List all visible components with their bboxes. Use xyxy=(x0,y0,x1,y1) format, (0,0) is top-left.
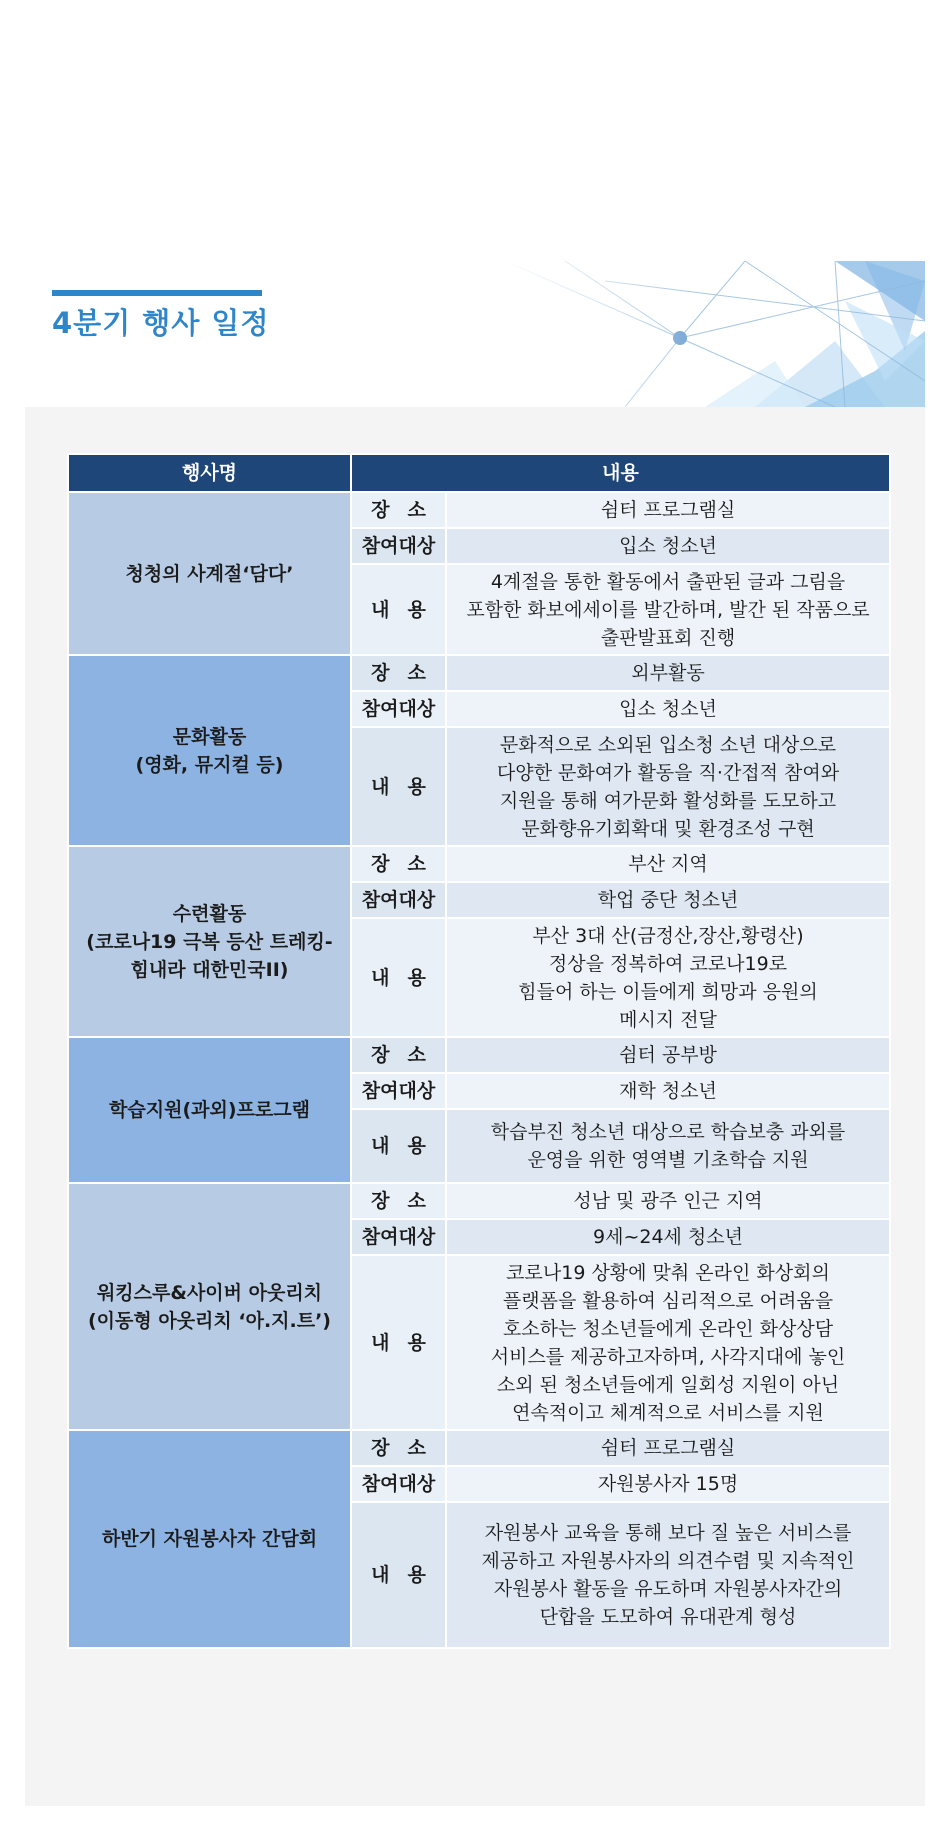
label-content: 내용 xyxy=(371,775,444,798)
value-line: 운영을 위한 영역별 기초학습 지원 xyxy=(527,1149,809,1171)
value-line: 다양한 문화여가 활동을 직·간접적 참여와 xyxy=(496,761,840,784)
row-label: 참여대상 xyxy=(351,1466,446,1502)
row-label xyxy=(351,1037,446,1073)
value-line: 플랫폼을 활용하여 심리적으로 어려움을 xyxy=(502,1289,834,1312)
event-name-cell xyxy=(68,655,351,846)
value-line: 4계절을 통한 활동에서 출판된 글과 그림을 xyxy=(490,570,846,593)
row-value xyxy=(446,1109,890,1183)
page-header xyxy=(25,261,925,407)
row-value: 학업 중단 청소년 xyxy=(446,882,890,918)
event-name-line: 수련활동 xyxy=(172,902,247,925)
value-line: 연속적이고 체계적으로 서비스를 지원 xyxy=(512,1401,824,1424)
row-label: 참여대상 xyxy=(351,528,446,564)
row-value: 입소 청소년 xyxy=(446,691,890,727)
row-label xyxy=(351,1502,446,1648)
label-content: 내용 xyxy=(371,1135,444,1157)
value-line: 출판발표회 진행 xyxy=(600,626,736,649)
schedule-panel xyxy=(25,407,925,1806)
value-line: 호소하는 청소년들에게 온라인 화상상담 xyxy=(502,1317,834,1340)
label-place: 장소 xyxy=(371,1190,444,1212)
event-name-cell xyxy=(68,1037,351,1183)
row-value xyxy=(446,1255,890,1430)
header-event-name: 행사명 xyxy=(68,454,351,492)
row-label: 참여대상 xyxy=(351,1073,446,1109)
value-line: 정상을 정복하여 코로나19로 xyxy=(548,952,788,975)
row-label xyxy=(351,1183,446,1219)
value-line: 포함한 화보에세이를 발간하며, 발간 된 작품으로 xyxy=(466,598,870,621)
row-label: 참여대상 xyxy=(351,691,446,727)
row-value xyxy=(446,727,890,846)
row-value: 성남 및 광주 인근 지역 xyxy=(446,1183,890,1219)
row-label xyxy=(351,1430,446,1466)
row-label xyxy=(351,727,446,846)
row-label xyxy=(351,564,446,655)
value-line: 소외 된 청소년들에게 일회성 지원이 아닌 xyxy=(496,1373,840,1396)
page-title: 4분기 행사 일정 xyxy=(52,306,270,340)
row-value: 외부활동 xyxy=(446,655,890,691)
value-line: 지원을 통해 여가문화 활성화를 도모하고 xyxy=(499,789,837,812)
event-name-line: 하반기 자원봉사자 간담회 xyxy=(101,1528,318,1550)
event-name-line: 문화활동 xyxy=(172,725,247,748)
row-label: 참여대상 xyxy=(351,882,446,918)
event-name-cell xyxy=(68,492,351,655)
value-line: 코로나19 상황에 맞춰 온라인 화상회의 xyxy=(506,1261,830,1284)
schedule-table xyxy=(67,453,891,1649)
event-name-line: (이동형 아웃리치 ‘아.지.트’) xyxy=(87,1309,331,1332)
row-label xyxy=(351,492,446,528)
row-value: 부산 지역 xyxy=(446,846,890,882)
event-name-line: 청청의 사계절‘담다’ xyxy=(125,562,294,585)
label-content: 내용 xyxy=(371,598,444,621)
value-line: 메시지 전달 xyxy=(619,1008,717,1031)
row-label xyxy=(351,655,446,691)
event-name-line: 힘내라 대한민국II) xyxy=(130,958,289,981)
row-value: 쉼터 프로그램실 xyxy=(446,492,890,528)
decorative-network-graphic xyxy=(505,261,925,407)
title-accent-bar xyxy=(52,290,262,296)
row-label xyxy=(351,918,446,1037)
label-place: 장소 xyxy=(371,1044,444,1066)
value-line: 자원봉사 교육을 통해 보다 질 높은 서비스를 xyxy=(484,1522,852,1544)
label-content: 내용 xyxy=(371,1564,444,1586)
label-place: 장소 xyxy=(371,662,444,684)
row-label xyxy=(351,846,446,882)
value-line: 제공하고 자원봉사자의 의견수렴 및 지속적인 xyxy=(481,1550,855,1572)
row-value: 자원봉사자 15명 xyxy=(446,1466,890,1502)
row-label xyxy=(351,1255,446,1430)
value-line: 학습부진 청소년 대상으로 학습보충 과외를 xyxy=(490,1121,846,1143)
event-name-line: (영화, 뮤지컬 등) xyxy=(135,753,284,776)
row-value: 입소 청소년 xyxy=(446,528,890,564)
row-value: 쉼터 프로그램실 xyxy=(446,1430,890,1466)
value-line: 단합을 도모하여 유대관계 형성 xyxy=(539,1606,797,1628)
event-name-line: (코로나19 극복 등산 트레킹- xyxy=(86,930,333,953)
value-line: 문화적으로 소외된 입소청 소년 대상으로 xyxy=(499,733,837,756)
row-value xyxy=(446,918,890,1037)
event-name-cell xyxy=(68,846,351,1037)
value-line: 부산 3대 산(금정산,장산,황령산) xyxy=(532,924,804,947)
row-value xyxy=(446,1502,890,1648)
value-line: 힘들어 하는 이들에게 희망과 응원의 xyxy=(518,980,818,1003)
row-label: 참여대상 xyxy=(351,1219,446,1255)
row-value xyxy=(446,564,890,655)
label-content: 내용 xyxy=(371,966,444,989)
value-line: 서비스를 제공하고자하며, 사각지대에 놓인 xyxy=(490,1345,846,1368)
label-place: 장소 xyxy=(371,853,444,875)
row-value: 쉼터 공부방 xyxy=(446,1037,890,1073)
label-content: 내용 xyxy=(371,1331,444,1354)
label-place: 장소 xyxy=(371,1437,444,1459)
row-label xyxy=(351,1109,446,1183)
header-content: 내용 xyxy=(351,454,890,492)
value-line: 문화향유기회확대 및 환경조성 구현 xyxy=(521,817,815,840)
event-name-cell xyxy=(68,1430,351,1648)
event-name-cell xyxy=(68,1183,351,1430)
event-name-line: 워킹스루&사이버 아웃리치 xyxy=(96,1281,323,1304)
row-value: 재학 청소년 xyxy=(446,1073,890,1109)
value-line: 자원봉사 활동을 유도하며 자원봉사자간의 xyxy=(493,1578,843,1600)
row-value: 9세~24세 청소년 xyxy=(446,1219,890,1255)
event-name-line: 학습지원(과외)프로그램 xyxy=(109,1099,310,1121)
label-place: 장소 xyxy=(371,499,444,521)
